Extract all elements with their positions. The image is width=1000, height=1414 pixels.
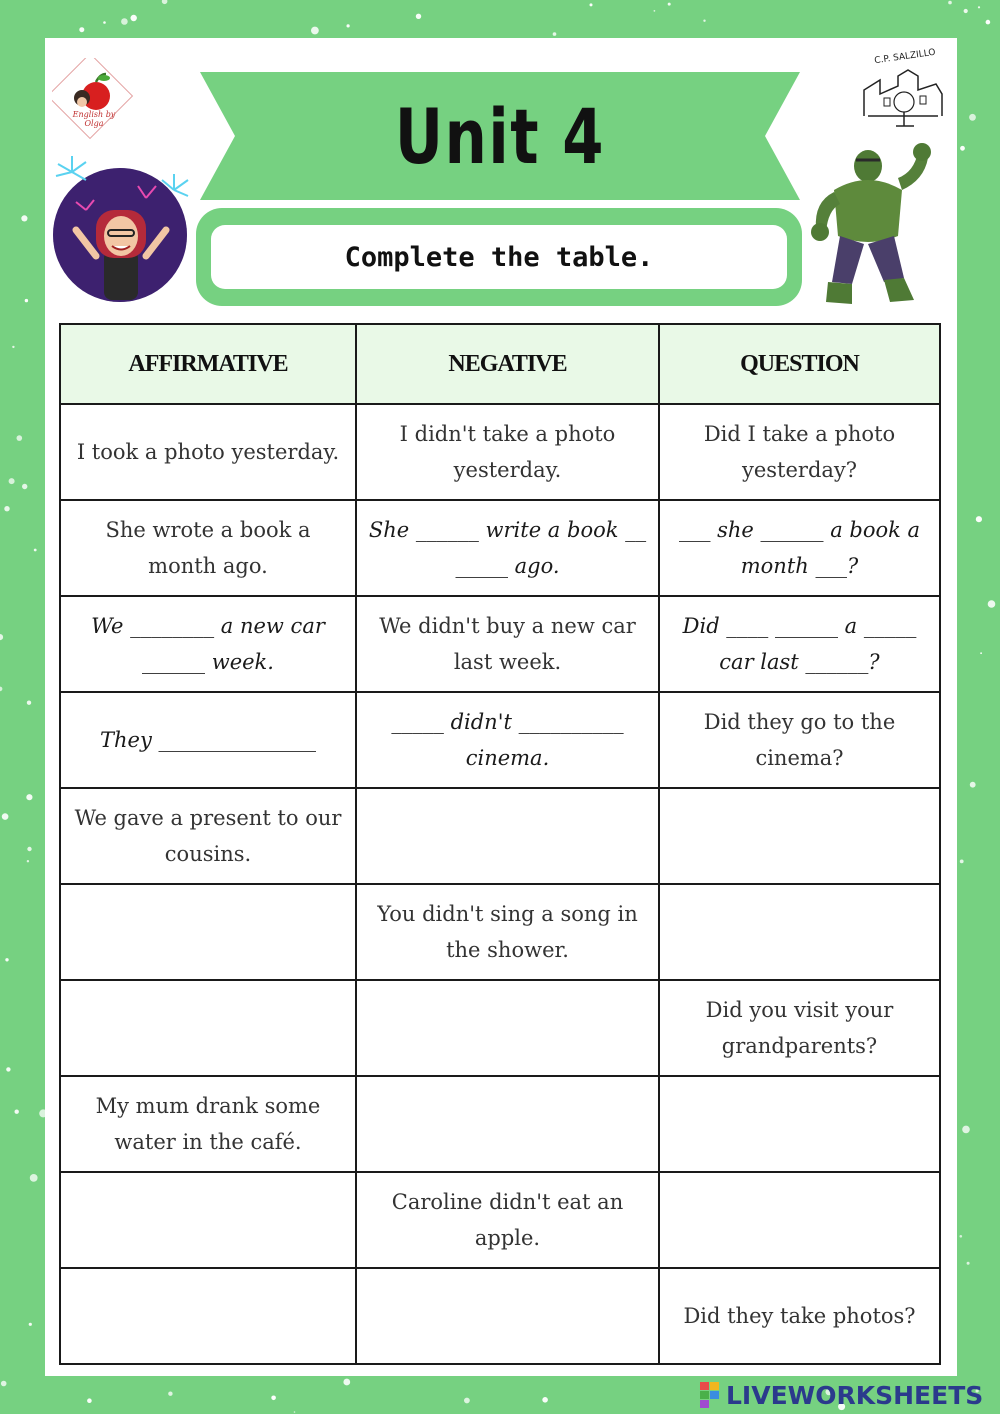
speckle-dot	[103, 21, 106, 24]
speckle-dot	[27, 847, 31, 851]
liveworksheets-logo-icon	[700, 1382, 722, 1408]
page-title: Unit 4	[394, 91, 606, 181]
table-header-row	[60, 324, 940, 404]
speckle-dot	[21, 215, 27, 221]
speckle-dot	[948, 1, 952, 5]
header-negative: NEGATIVE	[356, 324, 659, 404]
speckle-dot	[978, 6, 980, 8]
speckle-dot	[1, 1381, 7, 1387]
speckle-dot	[343, 1379, 350, 1386]
table-row	[60, 692, 940, 788]
table-row	[60, 788, 940, 884]
table-row	[60, 884, 940, 980]
speckle-dot	[542, 1397, 548, 1403]
table-row	[60, 596, 940, 692]
speckle-dot	[15, 1110, 19, 1114]
header-affirmative: AFFIRMATIVE	[60, 324, 356, 404]
table-row	[60, 1076, 940, 1172]
speckle-dot	[976, 516, 982, 522]
liveworksheets-brand[interactable]	[700, 1380, 983, 1410]
speckle-dot	[980, 652, 982, 654]
speckle-dot	[9, 478, 15, 484]
table-cell[interactable]: You didn't sing a song in the shower.	[356, 884, 659, 980]
speckle-dot	[970, 782, 976, 788]
speckle-dot	[0, 634, 3, 640]
speckle-dot	[34, 549, 37, 552]
speckle-dot	[969, 114, 976, 121]
speckle-dot	[294, 1411, 296, 1413]
table-cell[interactable]	[659, 1172, 940, 1268]
speckle-dot	[121, 18, 128, 25]
table-cell[interactable]: Did they go to the cinema?	[659, 692, 940, 788]
speckle-dot	[5, 958, 8, 961]
liveworksheets-wordmark: LIVEWORKSHEETS	[726, 1380, 984, 1410]
table-cell[interactable]	[356, 980, 659, 1076]
speckle-dot	[311, 27, 319, 35]
speckle-dot	[986, 20, 991, 25]
table-cell[interactable]: We didn't buy a new car last week.	[356, 596, 659, 692]
table-cell[interactable]	[356, 1076, 659, 1172]
speckle-dot	[168, 1392, 172, 1396]
table-cell[interactable]	[60, 1268, 356, 1364]
speckle-dot	[668, 3, 671, 6]
table-cell[interactable]	[356, 788, 659, 884]
speckle-dot	[271, 1396, 276, 1401]
table-row	[60, 500, 940, 596]
speckle-dot	[960, 1235, 963, 1238]
table-row	[60, 1268, 940, 1364]
speckle-dot	[988, 600, 996, 608]
speckle-dot	[87, 1398, 92, 1403]
speckle-dot	[22, 484, 27, 489]
speckle-dot	[29, 1323, 32, 1326]
speckle-dot	[654, 10, 656, 12]
instruction-text: Complete the table.	[211, 225, 787, 289]
speckle-dot	[967, 1262, 970, 1265]
speckle-dot	[960, 860, 964, 864]
table-cell[interactable]	[60, 884, 356, 980]
speckle-dot	[30, 1174, 38, 1182]
table-cell[interactable]: Did you visit your grandparents?	[659, 980, 940, 1076]
speckle-dot	[590, 3, 593, 6]
speckle-dot	[962, 1126, 970, 1134]
school-logo-caption: C.P. SALZILLO	[873, 47, 937, 67]
speckle-dot	[12, 346, 14, 348]
speckle-dot	[17, 435, 23, 441]
speckle-dot	[553, 32, 557, 36]
teacher-avatar-fireworks	[46, 150, 196, 305]
table-cell[interactable]: Did they take photos?	[659, 1268, 940, 1364]
speckle-dot	[6, 1067, 10, 1071]
speckle-dot	[2, 813, 9, 820]
table-cell[interactable]: Did ____ ______ a _____ car last ______?	[659, 596, 940, 692]
speckle-dot	[464, 1398, 470, 1404]
table-cell[interactable]	[659, 884, 940, 980]
instruction-box	[196, 208, 802, 306]
speckle-dot	[79, 27, 84, 32]
table-cell[interactable]: I didn't take a photo yesterday.	[356, 404, 659, 500]
table-cell[interactable]: Did I take a photo yesterday?	[659, 404, 940, 500]
table-cell[interactable]: Caroline didn't eat an apple.	[356, 1172, 659, 1268]
speckle-dot	[964, 9, 968, 13]
table-cell[interactable]: My mum drank some water in the café.	[60, 1076, 356, 1172]
table-cell[interactable]: _____ didn't __________ cinema.	[356, 692, 659, 788]
hulk-illustration	[806, 132, 938, 310]
speckle-dot	[960, 146, 965, 151]
table-cell[interactable]: We gave a present to our cousins.	[60, 788, 356, 884]
speckle-dot	[4, 506, 9, 511]
english-by-olga-logo-caption: English by Olga	[72, 110, 116, 128]
speckle-dot	[27, 701, 31, 705]
speckle-dot	[703, 20, 705, 22]
speckle-dot	[131, 15, 137, 21]
table-cell[interactable]: We ________ a new car ______ week.	[60, 596, 356, 692]
speckle-dot	[0, 687, 2, 692]
table-row	[60, 404, 940, 500]
table-cell[interactable]: ___ she ______ a book a month ___?	[659, 500, 940, 596]
table-row	[60, 1172, 940, 1268]
table-cell[interactable]: She ______ write a book __ _____ ago.	[356, 500, 659, 596]
speckle-dot	[162, 0, 168, 4]
table-cell[interactable]	[659, 788, 940, 884]
table-cell[interactable]: They _______________	[60, 692, 356, 788]
header-question: QUESTION	[659, 324, 940, 404]
speckle-dot	[26, 794, 32, 800]
table-cell[interactable]: She wrote a book a month ago.	[60, 500, 356, 596]
grammar-table	[59, 323, 941, 1365]
speckle-dot	[416, 14, 421, 19]
speckle-dot	[27, 860, 29, 862]
speckle-dot	[25, 299, 28, 302]
speckle-dot	[347, 24, 350, 27]
table-cell[interactable]	[60, 980, 356, 1076]
table-cell[interactable]	[60, 1172, 356, 1268]
table-row	[60, 980, 940, 1076]
table-cell[interactable]	[356, 1268, 659, 1364]
english-by-olga-logo	[52, 58, 136, 142]
table-cell[interactable]	[659, 1076, 940, 1172]
table-cell[interactable]: I took a photo yesterday.	[60, 404, 356, 500]
